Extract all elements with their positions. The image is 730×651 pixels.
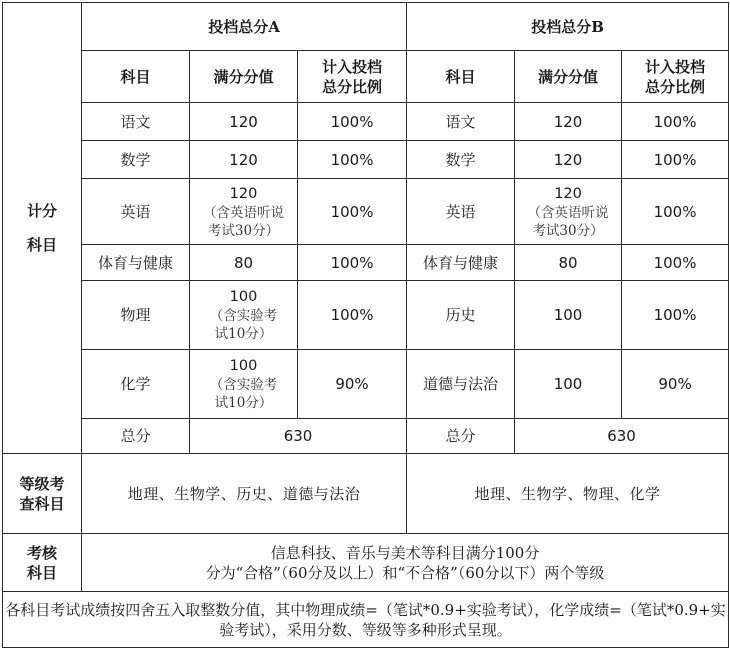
column-header-row — [3, 51, 729, 103]
counted-subjects-header — [3, 3, 82, 454]
ratio-a: 100% — [298, 245, 407, 281]
assessment-row — [3, 534, 729, 592]
subject-b: 英语 — [407, 179, 515, 245]
full-score-a-note1: （含实验考 — [209, 377, 278, 393]
total-label-b: 总分 — [407, 419, 515, 454]
subject-b: 体育与健康 — [407, 245, 515, 281]
subject-a: 化学 — [82, 350, 190, 419]
subject-b: 历史 — [407, 281, 515, 350]
full-score-a-note2: 考试30分） — [207, 222, 280, 239]
assessment-line1: 信息科技、音乐与美术等科目满分100分 — [270, 543, 540, 562]
col-ratio-a-line1: 计入投档 — [322, 57, 383, 76]
graded-label-line1: 等级考 — [19, 474, 65, 493]
total-row — [3, 419, 729, 454]
table-row — [3, 141, 729, 179]
subject-b: 道德与法治 — [407, 350, 515, 419]
full-score-a-value: 100 — [229, 358, 258, 374]
col-subject-b: 科目 — [407, 51, 515, 103]
col-subject-a: 科目 — [82, 51, 190, 103]
ratio-a: 100% — [298, 103, 407, 141]
full-score-a-value: 120 — [229, 185, 258, 202]
full-score-b-note2: 考试30分） — [532, 222, 604, 239]
group-header-row — [3, 3, 729, 51]
full-score-b: 80 — [515, 245, 622, 281]
full-score-a: 80 — [190, 245, 298, 281]
graded-label-line2: 查科目 — [19, 494, 65, 513]
col-ratio-b — [622, 51, 729, 103]
full-score-b: 120 — [515, 103, 622, 141]
full-score-a — [190, 179, 298, 245]
subject-a: 数学 — [82, 141, 190, 179]
assessment-label-line1: 考核 — [26, 543, 57, 562]
table-row — [3, 179, 729, 245]
full-score-a: 120 — [190, 141, 298, 179]
full-score-b-note1: （含英语听说 — [527, 204, 609, 221]
group-b-title: 投档总分B — [407, 3, 729, 51]
full-score-a-note2: 试10分） — [214, 326, 273, 342]
graded-subjects-header — [3, 454, 82, 534]
ratio-a: 100% — [298, 281, 407, 350]
full-score-b-value: 120 — [554, 185, 582, 202]
ratio-a: 100% — [298, 141, 407, 179]
table-row — [3, 350, 729, 419]
full-score-a-note2: 试10分） — [214, 395, 273, 411]
col-ratio-b-line2: 总分比例 — [645, 77, 706, 96]
full-score-a-value: 100 — [229, 289, 258, 305]
table-row — [3, 281, 729, 350]
assessment-label-line2: 科目 — [26, 563, 57, 582]
score-composition-table — [2, 2, 729, 648]
table-row — [3, 245, 729, 281]
ratio-b: 100% — [622, 245, 729, 281]
full-score-a — [190, 350, 298, 419]
ratio-b: 100% — [622, 281, 729, 350]
full-score-a — [190, 281, 298, 350]
col-full-b: 满分分值 — [515, 51, 622, 103]
counted-label-line1: 计分 — [26, 202, 57, 220]
full-score-a-note1: （含英语听说 — [203, 204, 284, 221]
total-label-a: 总分 — [82, 419, 190, 454]
full-score-b: 100 — [515, 281, 622, 350]
ratio-a: 90% — [298, 350, 407, 419]
subject-a: 英语 — [82, 179, 190, 245]
ratio-a: 100% — [298, 179, 407, 245]
full-score-a-note1: （含实验考 — [209, 308, 278, 324]
assessment-header — [3, 534, 82, 592]
col-ratio-b-line1: 计入投档 — [645, 57, 706, 76]
footnote-row — [3, 592, 729, 648]
counted-label-line2: 科目 — [26, 236, 57, 254]
table-row — [3, 103, 729, 141]
graded-subjects-a: 地理、生物学、历史、道德与法治 — [82, 454, 407, 534]
total-value-a: 630 — [190, 419, 407, 454]
full-score-b: 120 — [515, 141, 622, 179]
subject-a: 体育与健康 — [82, 245, 190, 281]
col-ratio-a-line2: 总分比例 — [322, 77, 383, 96]
ratio-b: 90% — [622, 350, 729, 419]
full-score-a: 120 — [190, 103, 298, 141]
full-score-b — [515, 179, 622, 245]
ratio-b: 100% — [622, 141, 729, 179]
ratio-b: 100% — [622, 179, 729, 245]
footnote-text: 各科目考试成绩按四舍五入取整数分值，其中物理成绩=（笔试*0.9+实验考试），化学成绩=（笔试*0.9+实验考试），采用分数、等级等多种形式呈现。 — [3, 592, 729, 648]
assessment-line2: 分为“合格”（60分及以上）和“不合格”（60分以下）两个等级 — [205, 563, 605, 582]
col-ratio-a — [298, 51, 407, 103]
total-value-b: 630 — [515, 419, 729, 454]
graded-subjects-b: 地理、生物学、物理、化学 — [407, 454, 729, 534]
full-score-b: 100 — [515, 350, 622, 419]
assessment-description — [82, 534, 729, 592]
ratio-b: 100% — [622, 103, 729, 141]
group-a-title: 投档总分A — [82, 3, 407, 51]
subject-a: 语文 — [82, 103, 190, 141]
subject-b: 数学 — [407, 141, 515, 179]
subject-b: 语文 — [407, 103, 515, 141]
subject-a: 物理 — [82, 281, 190, 350]
col-full-a: 满分分值 — [190, 51, 298, 103]
graded-subjects-row — [3, 454, 729, 534]
